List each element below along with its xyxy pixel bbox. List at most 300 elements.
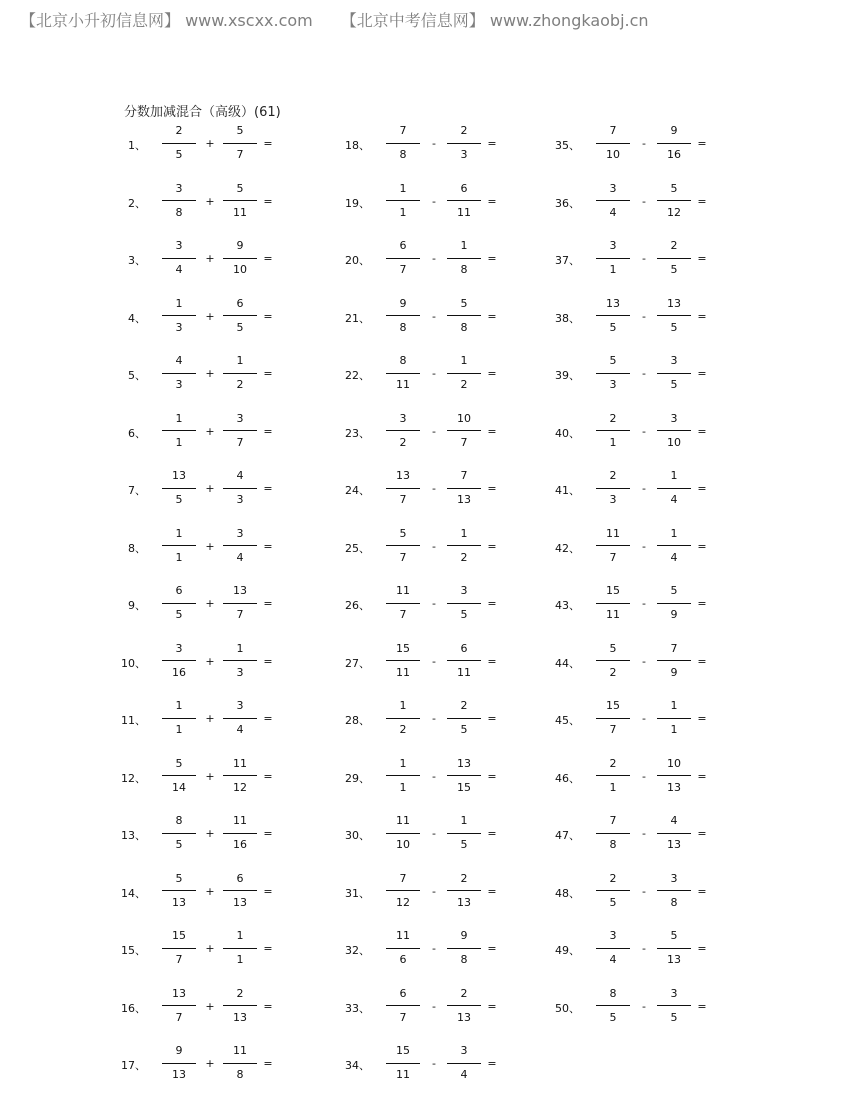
operator: - bbox=[432, 597, 436, 610]
denominator: 8 bbox=[236, 1068, 244, 1081]
fraction bbox=[223, 180, 257, 224]
numerator: 2 bbox=[609, 469, 617, 482]
fraction-bar bbox=[447, 430, 481, 431]
fraction bbox=[657, 122, 691, 166]
problem-number: 48、 bbox=[555, 886, 580, 900]
operator: - bbox=[432, 712, 436, 725]
denominator: 5 bbox=[460, 838, 468, 851]
problem-item bbox=[332, 180, 532, 224]
denominator: 1 bbox=[399, 780, 407, 794]
fraction bbox=[162, 237, 196, 281]
fraction-bar bbox=[162, 430, 196, 431]
denominator: 5 bbox=[460, 723, 468, 736]
fraction-bar bbox=[386, 1063, 420, 1064]
denominator: 7 bbox=[460, 435, 468, 449]
problem-number: 16、 bbox=[121, 1001, 146, 1015]
operator: - bbox=[432, 252, 436, 265]
operator: + bbox=[205, 194, 215, 208]
fraction-bar bbox=[657, 545, 691, 546]
equals-sign: = bbox=[697, 712, 707, 725]
numerator: 6 bbox=[236, 296, 244, 310]
fraction-bar bbox=[447, 948, 481, 949]
numerator: 3 bbox=[460, 584, 468, 597]
fraction bbox=[162, 525, 196, 569]
fraction bbox=[386, 927, 420, 971]
fraction bbox=[223, 352, 257, 396]
denominator: 2 bbox=[460, 550, 468, 564]
problem-item bbox=[108, 237, 308, 281]
problem-item bbox=[332, 295, 532, 339]
problem-number: 26、 bbox=[345, 599, 370, 612]
numerator: 1 bbox=[399, 756, 407, 770]
fraction-bar bbox=[447, 258, 481, 259]
denominator: 5 bbox=[175, 493, 183, 506]
problem-number: 29、 bbox=[345, 771, 370, 785]
denominator: 4 bbox=[175, 263, 183, 276]
equals-sign: = bbox=[697, 309, 707, 323]
fraction bbox=[386, 410, 420, 454]
fraction bbox=[223, 812, 257, 856]
problem-item bbox=[332, 812, 532, 856]
numerator: 7 bbox=[609, 814, 617, 827]
numerator: 1 bbox=[460, 239, 468, 252]
problem-item bbox=[332, 410, 532, 454]
problem-number: 45、 bbox=[555, 714, 580, 727]
numerator: 9 bbox=[399, 296, 407, 310]
problem-item bbox=[332, 525, 532, 569]
problem-item bbox=[108, 755, 308, 799]
fraction-bar bbox=[386, 143, 420, 144]
numerator: 7 bbox=[460, 469, 468, 482]
numerator: 13 bbox=[233, 584, 247, 597]
fraction bbox=[447, 467, 481, 511]
denominator: 2 bbox=[236, 378, 244, 391]
numerator: 2 bbox=[460, 124, 468, 137]
operator: - bbox=[432, 194, 436, 208]
denominator: 13 bbox=[172, 1068, 186, 1081]
fraction bbox=[223, 640, 257, 684]
numerator: 3 bbox=[175, 239, 183, 252]
operator: + bbox=[205, 309, 215, 323]
problem-item bbox=[542, 870, 742, 914]
numerator: 3 bbox=[236, 699, 244, 712]
operator: - bbox=[642, 367, 646, 380]
denominator: 13 bbox=[233, 1010, 247, 1024]
problem-number: 14、 bbox=[121, 886, 146, 900]
numerator: 5 bbox=[609, 641, 617, 655]
operator: + bbox=[205, 712, 215, 725]
fraction-bar bbox=[162, 545, 196, 546]
fraction-bar bbox=[162, 833, 196, 834]
problem-number: 35、 bbox=[555, 139, 580, 152]
equals-sign: = bbox=[487, 654, 497, 668]
problem-number: 33、 bbox=[345, 1001, 370, 1015]
problem-number: 20、 bbox=[345, 254, 370, 267]
fraction bbox=[162, 410, 196, 454]
equals-sign: = bbox=[697, 137, 707, 150]
fraction bbox=[657, 985, 691, 1029]
fraction-bar bbox=[657, 200, 691, 201]
denominator: 14 bbox=[172, 780, 186, 794]
numerator: 5 bbox=[399, 526, 407, 540]
fraction-bar bbox=[223, 488, 257, 489]
operator: - bbox=[432, 942, 436, 955]
fraction-bar bbox=[657, 718, 691, 719]
problem-item bbox=[542, 812, 742, 856]
equals-sign: = bbox=[487, 712, 497, 725]
fraction bbox=[223, 467, 257, 511]
numerator: 5 bbox=[175, 756, 183, 770]
fraction-bar bbox=[657, 948, 691, 949]
equals-sign: = bbox=[263, 712, 273, 725]
numerator: 5 bbox=[460, 296, 468, 310]
fraction bbox=[162, 467, 196, 511]
denominator: 7 bbox=[236, 148, 244, 161]
equals-sign: = bbox=[487, 884, 497, 898]
fraction-bar bbox=[447, 833, 481, 834]
fraction-bar bbox=[223, 373, 257, 374]
problem-item bbox=[108, 180, 308, 224]
numerator: 1 bbox=[236, 641, 244, 655]
problem-number: 1、 bbox=[128, 139, 146, 152]
problem-item bbox=[542, 410, 742, 454]
numerator: 15 bbox=[606, 699, 620, 712]
problem-item bbox=[542, 122, 742, 166]
denominator: 7 bbox=[399, 608, 407, 621]
problem-item bbox=[108, 870, 308, 914]
problem-item bbox=[108, 352, 308, 396]
numerator: 3 bbox=[609, 181, 617, 195]
fraction bbox=[386, 295, 420, 339]
fraction-bar bbox=[223, 948, 257, 949]
numerator: 3 bbox=[670, 354, 678, 367]
numerator: 13 bbox=[172, 986, 186, 1000]
problem-item bbox=[108, 525, 308, 569]
fraction bbox=[657, 755, 691, 799]
fraction-bar bbox=[657, 488, 691, 489]
fraction bbox=[223, 582, 257, 626]
fraction bbox=[447, 755, 481, 799]
equals-sign: = bbox=[487, 252, 497, 265]
problem-number: 11、 bbox=[121, 714, 146, 727]
equals-sign: = bbox=[697, 367, 707, 380]
problem-number: 39、 bbox=[555, 369, 580, 382]
denominator: 12 bbox=[396, 895, 410, 909]
fraction bbox=[386, 122, 420, 166]
operator: - bbox=[642, 309, 646, 323]
operator: - bbox=[432, 884, 436, 898]
fraction-bar bbox=[386, 948, 420, 949]
equals-sign: = bbox=[697, 597, 707, 610]
fraction bbox=[447, 295, 481, 339]
numerator: 1 bbox=[460, 354, 468, 367]
denominator: 1 bbox=[175, 435, 183, 449]
worksheet-title: 分数加减混合（高级）(61) bbox=[124, 105, 281, 120]
numerator: 1 bbox=[175, 411, 183, 425]
fraction-bar bbox=[447, 200, 481, 201]
problem-item bbox=[542, 697, 742, 741]
equals-sign: = bbox=[487, 367, 497, 380]
fraction-bar bbox=[223, 200, 257, 201]
fraction bbox=[162, 985, 196, 1029]
problem-number: 10、 bbox=[121, 656, 146, 670]
problem-item bbox=[332, 697, 532, 741]
denominator: 4 bbox=[236, 550, 244, 564]
denominator: 7 bbox=[175, 1010, 183, 1024]
fraction bbox=[596, 122, 630, 166]
fraction bbox=[447, 697, 481, 741]
operator: - bbox=[432, 424, 436, 438]
problem-number: 3、 bbox=[128, 254, 146, 267]
equals-sign: = bbox=[487, 194, 497, 208]
operator: + bbox=[205, 1057, 215, 1070]
fraction-bar bbox=[223, 890, 257, 891]
fraction-bar bbox=[223, 315, 257, 316]
fraction-bar bbox=[386, 315, 420, 316]
equals-sign: = bbox=[487, 482, 497, 495]
fraction-bar bbox=[386, 833, 420, 834]
equals-sign: = bbox=[263, 194, 273, 208]
denominator: 1 bbox=[609, 780, 617, 794]
fraction-bar bbox=[657, 603, 691, 604]
fraction-bar bbox=[657, 315, 691, 316]
equals-sign: = bbox=[263, 769, 273, 783]
equals-sign: = bbox=[263, 252, 273, 265]
problem-item bbox=[332, 122, 532, 166]
operator: - bbox=[432, 827, 436, 840]
fraction bbox=[223, 122, 257, 166]
problem-item bbox=[108, 410, 308, 454]
problem-item bbox=[542, 640, 742, 684]
problem-number: 41、 bbox=[555, 484, 580, 497]
fraction-bar bbox=[657, 775, 691, 776]
numerator: 3 bbox=[670, 986, 678, 1000]
denominator: 5 bbox=[236, 320, 244, 334]
numerator: 15 bbox=[396, 641, 410, 655]
problem-item bbox=[108, 467, 308, 511]
numerator: 5 bbox=[609, 354, 617, 367]
fraction bbox=[596, 697, 630, 741]
operator: - bbox=[642, 539, 646, 553]
fraction bbox=[447, 1042, 481, 1086]
header-right-link[interactable]: 【北京中考信息网】 www.zhongkaobj.cn bbox=[340, 11, 649, 30]
denominator: 13 bbox=[667, 780, 681, 794]
denominator: 5 bbox=[175, 608, 183, 621]
numerator: 9 bbox=[670, 124, 678, 137]
problem-number: 13、 bbox=[121, 829, 146, 842]
fraction bbox=[447, 582, 481, 626]
fraction-bar bbox=[162, 1063, 196, 1064]
fraction bbox=[223, 985, 257, 1029]
denominator: 5 bbox=[670, 378, 678, 391]
problem-item bbox=[332, 870, 532, 914]
numerator: 5 bbox=[670, 929, 678, 942]
problem-number: 4、 bbox=[128, 311, 146, 325]
numerator: 3 bbox=[460, 1044, 468, 1057]
equals-sign: = bbox=[697, 654, 707, 668]
problem-item bbox=[542, 985, 742, 1029]
fraction bbox=[447, 812, 481, 856]
equals-sign: = bbox=[263, 999, 273, 1013]
fraction bbox=[162, 180, 196, 224]
fraction bbox=[596, 640, 630, 684]
fraction-bar bbox=[162, 660, 196, 661]
problem-item bbox=[542, 295, 742, 339]
numerator: 1 bbox=[670, 469, 678, 482]
fraction bbox=[596, 812, 630, 856]
problem-item bbox=[542, 237, 742, 281]
fraction bbox=[447, 237, 481, 281]
denominator: 5 bbox=[460, 608, 468, 621]
fraction bbox=[386, 985, 420, 1029]
problem-number: 43、 bbox=[555, 599, 580, 612]
fraction-bar bbox=[162, 603, 196, 604]
fraction-bar bbox=[162, 258, 196, 259]
fraction-bar bbox=[223, 603, 257, 604]
fraction bbox=[162, 1042, 196, 1086]
fraction bbox=[223, 237, 257, 281]
numerator: 6 bbox=[460, 641, 468, 655]
operator: - bbox=[642, 999, 646, 1013]
denominator: 12 bbox=[667, 205, 681, 219]
problem-number: 19、 bbox=[345, 196, 370, 210]
equals-sign: = bbox=[697, 884, 707, 898]
problem-number: 25、 bbox=[345, 541, 370, 555]
numerator: 15 bbox=[396, 1044, 410, 1057]
numerator: 2 bbox=[236, 986, 244, 1000]
equals-sign: = bbox=[487, 597, 497, 610]
operator: + bbox=[205, 769, 215, 783]
numerator: 9 bbox=[236, 239, 244, 252]
operator: - bbox=[642, 884, 646, 898]
numerator: 1 bbox=[670, 526, 678, 540]
numerator: 13 bbox=[172, 469, 186, 482]
problem-number: 27、 bbox=[345, 656, 370, 670]
denominator: 1 bbox=[609, 435, 617, 449]
denominator: 11 bbox=[457, 205, 471, 219]
fraction-bar bbox=[223, 775, 257, 776]
fraction bbox=[162, 122, 196, 166]
fraction bbox=[223, 295, 257, 339]
fraction-bar bbox=[596, 430, 630, 431]
operator: + bbox=[205, 252, 215, 265]
denominator: 1 bbox=[399, 205, 407, 219]
numerator: 2 bbox=[460, 699, 468, 712]
numerator: 2 bbox=[460, 986, 468, 1000]
denominator: 2 bbox=[399, 435, 407, 449]
numerator: 3 bbox=[609, 929, 617, 942]
fraction bbox=[386, 237, 420, 281]
numerator: 1 bbox=[236, 354, 244, 367]
equals-sign: = bbox=[263, 137, 273, 150]
operator: + bbox=[205, 597, 215, 610]
denominator: 15 bbox=[457, 780, 471, 794]
denominator: 11 bbox=[396, 378, 410, 391]
fraction bbox=[386, 467, 420, 511]
numerator: 7 bbox=[670, 641, 678, 655]
numerator: 11 bbox=[396, 584, 410, 597]
problem-number: 28、 bbox=[345, 714, 370, 727]
fraction-bar bbox=[386, 545, 420, 546]
fraction bbox=[223, 525, 257, 569]
problem-number: 32、 bbox=[345, 944, 370, 957]
problem-number: 24、 bbox=[345, 484, 370, 497]
problem-number: 12、 bbox=[121, 771, 146, 785]
problem-item bbox=[108, 927, 308, 971]
fraction-bar bbox=[162, 200, 196, 201]
problem-item bbox=[332, 640, 532, 684]
denominator: 7 bbox=[399, 263, 407, 276]
denominator: 9 bbox=[670, 665, 678, 679]
fraction-bar bbox=[223, 660, 257, 661]
problem-item bbox=[332, 1042, 532, 1086]
denominator: 12 bbox=[233, 780, 247, 794]
operator: - bbox=[642, 482, 646, 495]
numerator: 3 bbox=[175, 181, 183, 195]
equals-sign: = bbox=[487, 769, 497, 783]
operator: - bbox=[642, 769, 646, 783]
fraction bbox=[657, 927, 691, 971]
fraction-bar bbox=[657, 833, 691, 834]
fraction-bar bbox=[386, 603, 420, 604]
denominator: 3 bbox=[609, 493, 617, 506]
numerator: 1 bbox=[175, 699, 183, 712]
denominator: 8 bbox=[399, 148, 407, 161]
fraction bbox=[596, 410, 630, 454]
equals-sign: = bbox=[487, 137, 497, 150]
problem-item bbox=[108, 640, 308, 684]
fraction bbox=[596, 985, 630, 1029]
denominator: 3 bbox=[175, 320, 183, 334]
fraction bbox=[162, 870, 196, 914]
fraction-bar bbox=[386, 488, 420, 489]
header-left-link[interactable]: 【北京小升初信息网】 www.xscxx.com bbox=[20, 11, 313, 30]
denominator: 13 bbox=[667, 953, 681, 966]
denominator: 16 bbox=[233, 838, 247, 851]
problem-item bbox=[542, 352, 742, 396]
problem-item bbox=[108, 295, 308, 339]
denominator: 3 bbox=[236, 493, 244, 506]
fraction bbox=[447, 352, 481, 396]
fraction-bar bbox=[596, 833, 630, 834]
denominator: 13 bbox=[233, 895, 247, 909]
fraction bbox=[596, 525, 630, 569]
problem-number: 7、 bbox=[128, 484, 146, 497]
problem-number: 40、 bbox=[555, 426, 580, 440]
fraction-bar bbox=[386, 430, 420, 431]
numerator: 9 bbox=[175, 1044, 183, 1057]
equals-sign: = bbox=[263, 539, 273, 553]
fraction bbox=[657, 295, 691, 339]
operator: - bbox=[642, 654, 646, 668]
equals-sign: = bbox=[263, 482, 273, 495]
problem-number: 2、 bbox=[128, 196, 146, 210]
fraction bbox=[386, 352, 420, 396]
fraction bbox=[386, 1042, 420, 1086]
numerator: 11 bbox=[606, 526, 620, 540]
fraction-bar bbox=[386, 775, 420, 776]
fraction bbox=[447, 985, 481, 1029]
fraction-bar bbox=[596, 143, 630, 144]
problem-number: 49、 bbox=[555, 944, 580, 957]
operator: + bbox=[205, 482, 215, 495]
problem-item bbox=[332, 755, 532, 799]
problem-number: 50、 bbox=[555, 1001, 580, 1015]
denominator: 1 bbox=[236, 953, 244, 966]
equals-sign: = bbox=[487, 942, 497, 955]
problem-item bbox=[332, 582, 532, 626]
denominator: 16 bbox=[667, 148, 681, 161]
